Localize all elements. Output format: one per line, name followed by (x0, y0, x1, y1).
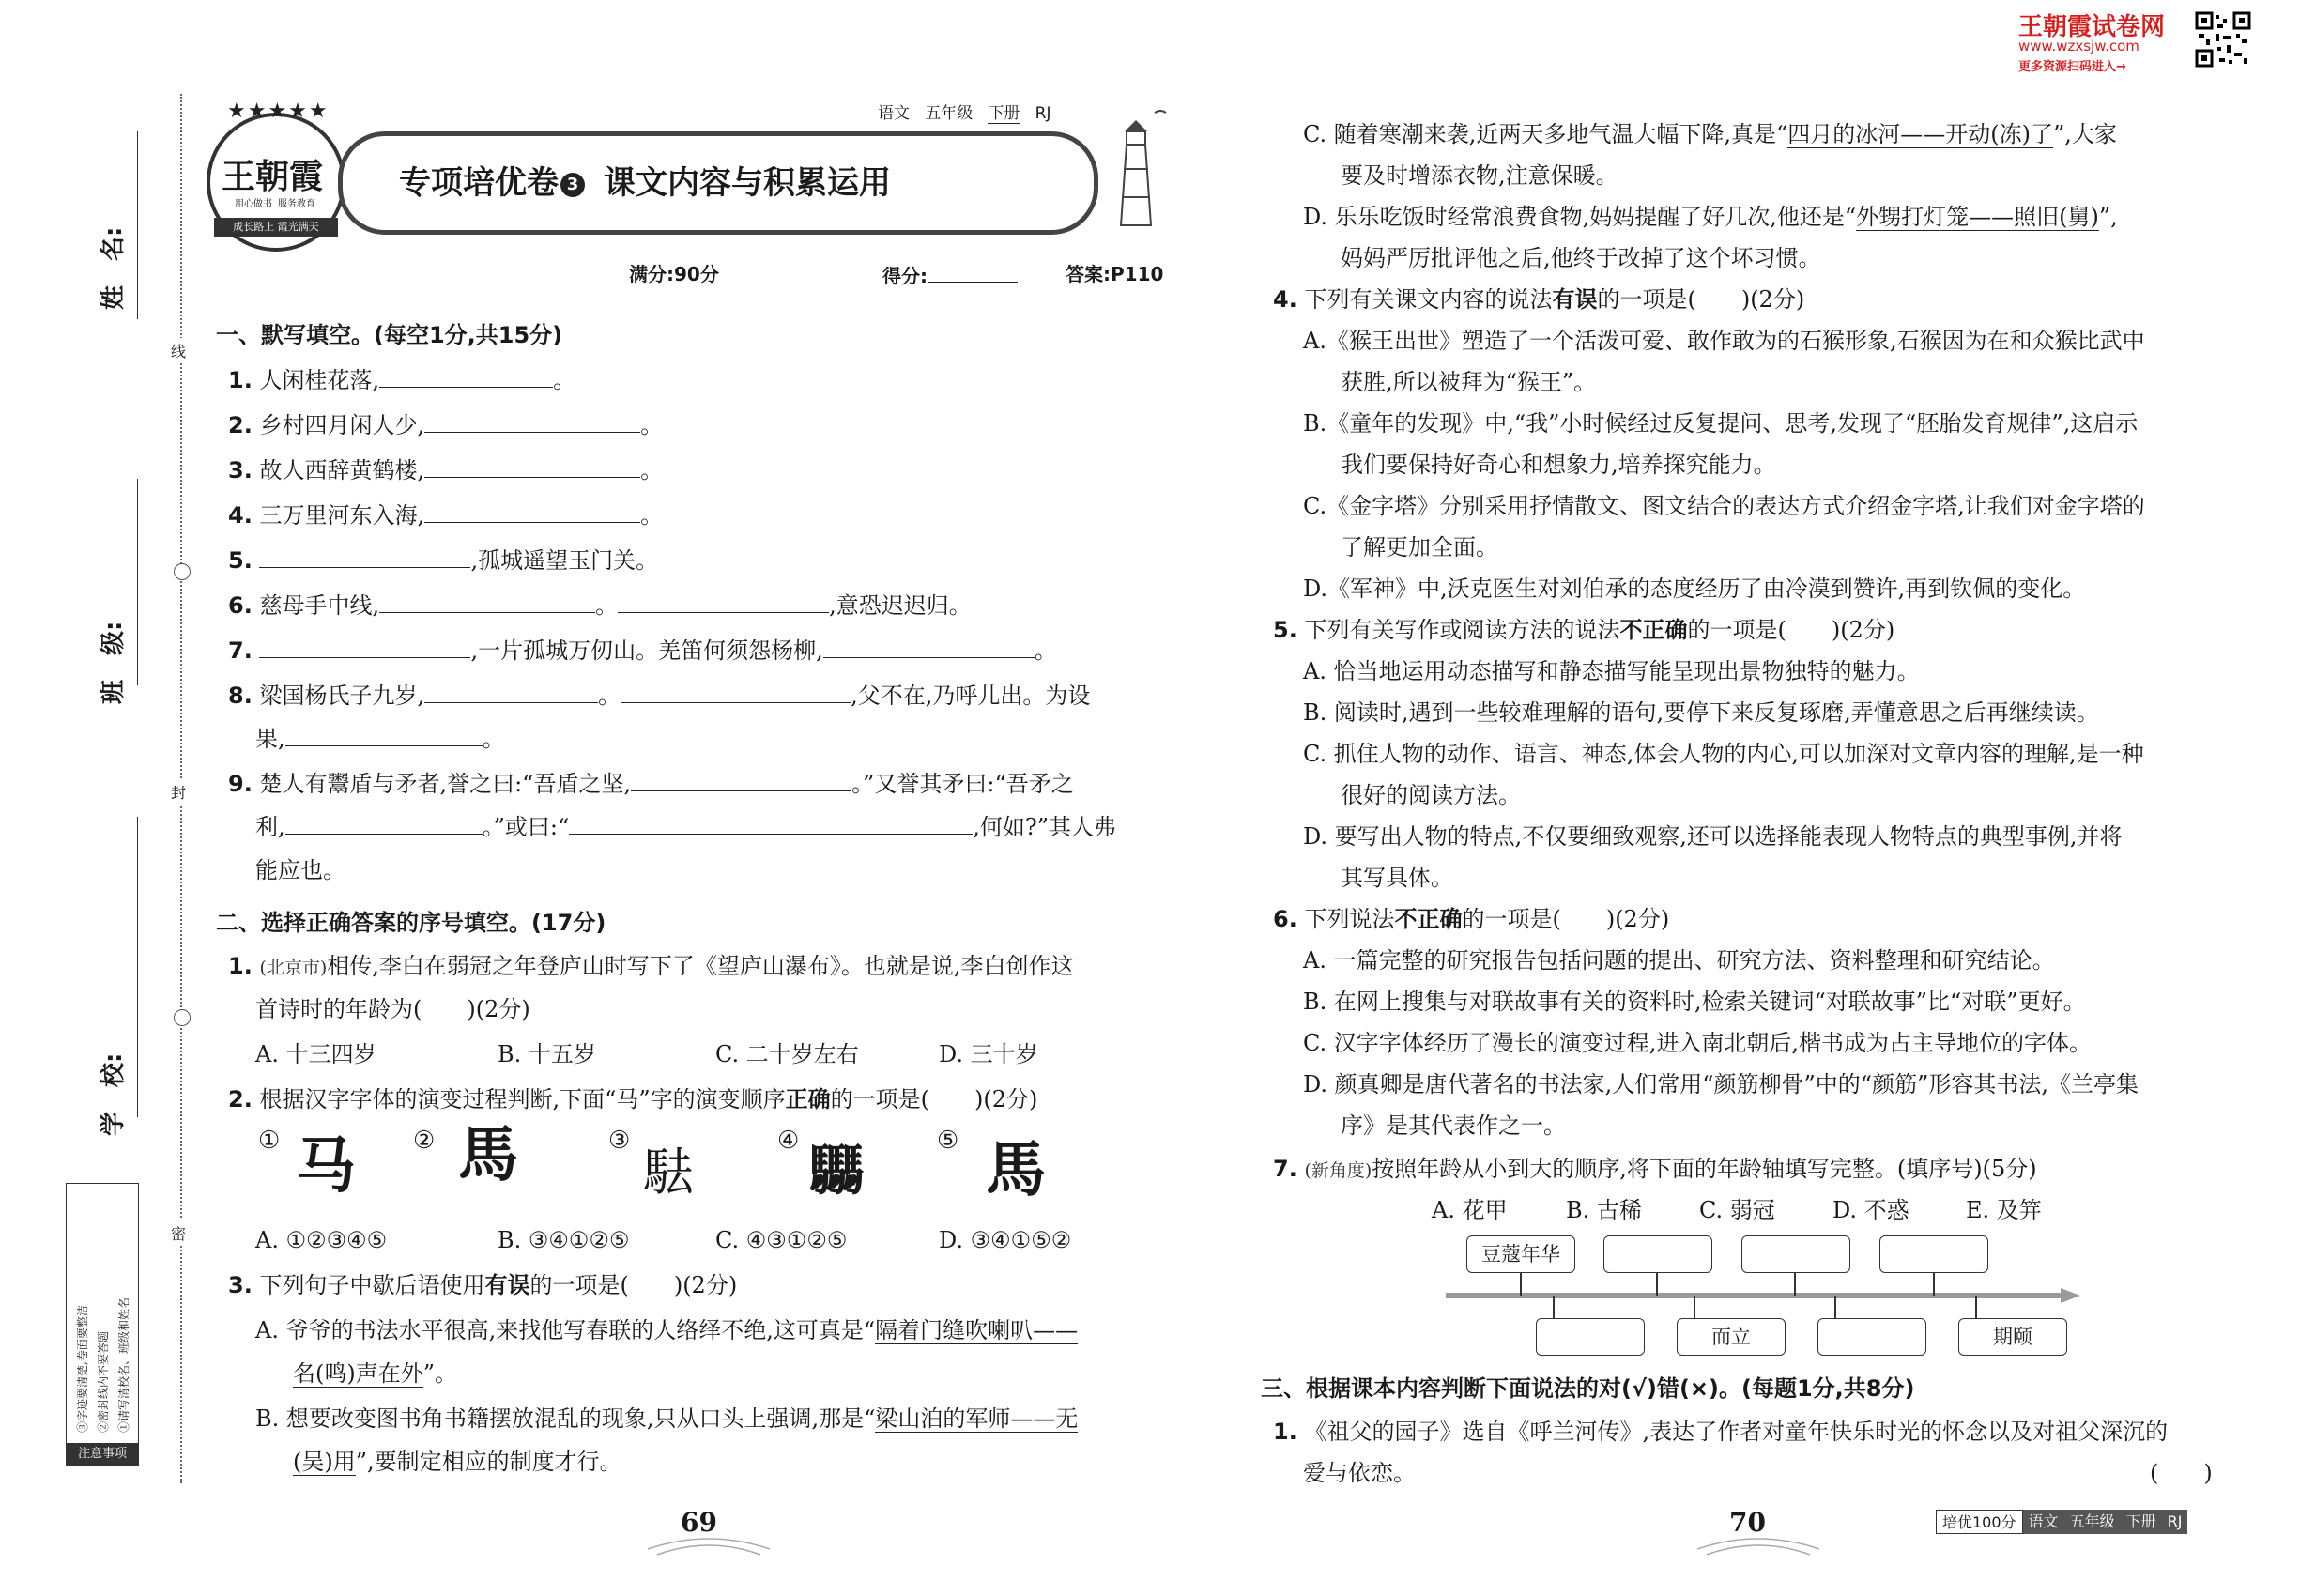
notice-3: ③字迹要清楚,卷面要整洁 (76, 1305, 89, 1433)
score-label: 得分: (882, 265, 928, 287)
s1-item-2 (228, 409, 663, 441)
s2-q5-option-d-cont: 其写具体。 (1341, 865, 1453, 891)
title-main: 课文内容与积累运用 (604, 164, 891, 202)
meta-grade: 五年级 (925, 104, 974, 123)
answer-blank[interactable] (379, 364, 553, 388)
s1-item-7 (228, 635, 1057, 667)
item-number: 6. (228, 592, 253, 619)
question-number: 1. (228, 953, 253, 979)
s2-q6-option-d-cont: 序》是其代表作之一。 (1341, 1113, 1566, 1139)
badge-volume: 下册 (2121, 1510, 2162, 1534)
item-text: 慈母手中线, (259, 592, 380, 619)
answer-blank[interactable] (424, 409, 640, 433)
logo-sub1: 用心做书 (235, 199, 272, 209)
age-box-bottom-2: 而立 (1677, 1318, 1786, 1356)
page-number-left: 69 (681, 1507, 717, 1538)
answer-blank[interactable] (379, 590, 595, 613)
answer-blank[interactable] (569, 811, 973, 835)
option-text: ”,要制定相应的制度才行。 (355, 1449, 622, 1475)
name-line[interactable] (137, 131, 138, 319)
s2-q6-option-a[interactable]: A. 一篇完整的研究报告包括问题的提出、研究方法、资料整理和研究结论。 (1303, 947, 2055, 974)
section-2-title: 二、选择正确答案的序号填空。(17分) (216, 910, 606, 936)
item-number: 2. (228, 412, 253, 438)
title-banner (338, 131, 1098, 235)
s1-item-9-end: 能应也。 (255, 857, 345, 883)
s3-q1-cont: 爱与依恋。 (1303, 1460, 1416, 1486)
question-text: 下列句子中歇后语使用 (259, 1272, 485, 1298)
meta-volume: 下册 (988, 104, 1020, 123)
question-number: 1. (1273, 1419, 1297, 1445)
item-text: 楚人有鬻盾与矛者,誉之曰:“吾盾之坚, (259, 771, 632, 797)
answer-blank[interactable] (823, 635, 1035, 658)
cut-mark-seal: 封 (171, 779, 186, 805)
s2-q2-option-c[interactable]: C. ④③①②⑤ (715, 1227, 848, 1253)
answer-ref: 答案:P110 (1066, 263, 1164, 285)
item-text: 果, (255, 726, 285, 752)
s2-q3-option-c-cont: 要及时增添衣物,注意保暖。 (1341, 162, 1618, 189)
s2-q5-option-c[interactable]: C. 抓住人物的动作、语言、神态,体会人物的内心,可以加深对文章内容的理解,是一种 (1303, 741, 2144, 767)
question-text: 按照年龄从小到大的顺序,将下面的年龄轴填写完整。(填序号)(5分) (1372, 1156, 2037, 1182)
glyph-label-4: ④ (777, 1127, 800, 1155)
s3-q1-answer-paren[interactable]: ( ) (2150, 1460, 2213, 1486)
option-idiom: 名(鸣)声在外 (293, 1360, 423, 1387)
question-number: 3. (228, 1272, 253, 1298)
brand (2018, 8, 2253, 83)
logo-sub2: 服务教育 (278, 199, 315, 209)
s2-q4-option-d[interactable]: D.《军神》中,沃克医生对刘伯承的态度经历了由冷漠到赞许,再到钦佩的变化。 (1303, 575, 2086, 602)
age-box-top-4[interactable] (1879, 1235, 1988, 1273)
score-input[interactable] (928, 259, 1018, 283)
question-text: 的一项是( )(2分) (1597, 286, 1805, 313)
s2-q3-option-d-cont: 妈妈严厉批评他之后,他终于改掉了这个坏习惯。 (1341, 245, 1821, 271)
badge-subject: 语文 (2023, 1510, 2064, 1534)
question-number: 2. (228, 1086, 253, 1113)
age-box-bottom-4: 期颐 (1958, 1318, 2067, 1356)
title-prefix: 专项培优卷 (399, 164, 559, 202)
question-text: 的一项是( )(2分) (1687, 617, 1895, 643)
page-ornament-right-icon (1697, 1530, 1819, 1558)
age-box-bottom-3[interactable] (1817, 1318, 1926, 1356)
s1-item-8 (228, 680, 1090, 712)
section-3-title: 三、根据课本内容判断下面说法的对(√)错(×)。(每题1分,共8分) (1261, 1375, 1915, 1402)
badge-grade: 五年级 (2064, 1510, 2121, 1534)
glyph-4-icon: 𩧢 (809, 1139, 865, 1203)
item-text: 。 (640, 457, 664, 483)
item-number: 5. (228, 547, 253, 574)
answer-blank[interactable] (424, 499, 640, 523)
s2-q1-option-d[interactable]: D. 三十岁 (939, 1041, 1038, 1067)
s2-q4-option-b[interactable]: B.《童年的发现》中,“我”小时候经过反复提问、思考,发现了“胚胎发育规律”,这启示 (1303, 410, 2139, 437)
title-number-badge: 3 (560, 173, 585, 197)
s1-item-5 (228, 545, 658, 576)
glyph-label-3: ③ (608, 1127, 631, 1155)
option-text: ”。 (422, 1360, 458, 1387)
s2-q6-option-d[interactable]: D. 颜真卿是唐代著名的书法家,人们常用“颜筋柳骨”中的“颜筋”形容其书法,《兰亭集 (1303, 1071, 2139, 1097)
s2-q3-option-c[interactable] (1303, 118, 2117, 150)
s2-q1-option-b[interactable]: B. 十五岁 (498, 1041, 596, 1067)
item-text: 。 (553, 367, 576, 393)
name-label: 姓 名: (100, 226, 128, 310)
s2-q4-option-c-cont: 了解更加全面。 (1341, 534, 1498, 560)
footer-badge (1936, 1510, 2187, 1534)
brand-slogan: 更多资源扫码进入→ (2018, 60, 2126, 74)
s2-q2 (228, 1083, 1037, 1115)
s1-item-9 (228, 768, 1074, 800)
logo (207, 100, 345, 252)
s2-q5-option-b[interactable]: B. 阅读时,遇到一些较难理解的语句,要停下来反复琢磨,弄懂意思之后再继续读。 (1303, 699, 2099, 726)
s2-q5-option-c-cont: 很好的阅读方法。 (1341, 782, 1521, 808)
option-idiom: 隔着门缝吹喇叭—— (875, 1317, 1079, 1343)
s1-item-4 (228, 499, 663, 531)
s2-q3 (228, 1269, 737, 1301)
question-text: 《祖父的园子》选自《呼兰河传》,表达了作者对童年快乐时光的怀念以及对祖父深沉的 (1304, 1419, 2169, 1445)
question-number: 5. (1273, 617, 1297, 643)
answer-blank[interactable] (621, 680, 851, 703)
age-option-e: E. 及笄 (1966, 1197, 2042, 1223)
class-label: 班 级: (100, 621, 128, 704)
item-text: 三万里河东入海, (259, 502, 425, 529)
item-text: 人闲桂花落, (259, 367, 380, 393)
answer-blank[interactable] (285, 723, 483, 746)
item-text: 。 (598, 683, 621, 709)
cut-mark-secret: 密 (171, 1220, 186, 1246)
s2-q2-option-d[interactable]: D. ③④①⑤② (939, 1227, 1072, 1253)
item-text: 。”或曰:“ (482, 814, 570, 840)
answer-blank[interactable] (285, 811, 483, 835)
item-text: 。”又誉其矛曰:“吾矛之 (851, 771, 1074, 797)
logo-ribbon: 成长路上 霞光满天 (214, 218, 338, 237)
glyph-label-5: ⑤ (937, 1127, 959, 1155)
s2-q5-option-a[interactable]: A. 恰当地运用动态描写和静态描写能呈现出景物独特的魅力。 (1303, 658, 1920, 684)
badge-series: 培优100分 (1936, 1510, 2023, 1534)
answer-blank[interactable] (424, 454, 640, 478)
glyph-5-icon: 馬 (986, 1135, 1046, 1205)
page-ornament-left-icon (648, 1530, 770, 1558)
question-keyword: 不正确 (1619, 616, 1688, 643)
age-option-a: A. 花甲 (1432, 1197, 1508, 1223)
question-text: 的一项是( )(2分) (1462, 906, 1670, 932)
item-text: 。 (640, 412, 664, 438)
margin-strip (38, 56, 197, 1502)
option-idiom: 梁山泊的军师——无 (875, 1405, 1079, 1432)
option-text: A. 爷爷的书法水平很高,来找他写春联的人络绎不绝,这可真是“ (255, 1317, 876, 1343)
brand-url: www.wzxsjw.com (2018, 38, 2139, 54)
question-text: 根据汉字字体的演变过程判断,下面“马”字的演变顺序 (259, 1086, 786, 1113)
s2-q2-option-b[interactable]: B. ③④①②⑤ (498, 1227, 630, 1253)
age-option-c: C. 弱冠 (1699, 1197, 1775, 1223)
option-idiom: (吴)用 (293, 1449, 356, 1475)
s2-q6-option-c[interactable]: C. 汉字字体经历了漫长的演变过程,进入南北朝后,楷书成为占主导地位的字体。 (1303, 1030, 2093, 1056)
s2-q1-option-a[interactable]: A. 十三四岁 (255, 1041, 376, 1067)
glyph-3-icon: 䮃 (643, 1143, 694, 1202)
s2-q5-option-d[interactable]: D. 要写出人物的特点,不仅要细致观察,还可以选择能表现人物特点的典型事例,并将 (1303, 823, 2123, 850)
title (399, 157, 891, 203)
school-line[interactable] (137, 817, 138, 1117)
notice-1: ①请写清校名、班级和姓名 (117, 1297, 130, 1433)
logo-stars: ★★★★★ (227, 100, 330, 123)
section-1-title: 一、默写填空。(每空1分,共15分) (216, 322, 563, 348)
answer-blank[interactable] (631, 768, 851, 791)
notice-box (66, 1183, 139, 1466)
staple-dot-icon (174, 1009, 191, 1026)
s2-q2-option-a[interactable]: A. ①②③④⑤ (255, 1227, 388, 1253)
s2-q4-option-b-cont: 我们要保持好奇心和想象力,培养探究能力。 (1341, 452, 1776, 478)
notice-title: 注意事项 (67, 1443, 138, 1466)
option-idiom: 外甥打灯笼——照旧(舅) (1856, 204, 2099, 230)
item-number: 9. (228, 771, 253, 797)
s2-q4-option-a[interactable]: A.《猴王出世》塑造了一个活泼可爱、敢作敢为的石猴形象,石猴因为在和众猴比武中 (1303, 328, 2145, 354)
question-text: 的一项是( )(2分) (529, 1272, 738, 1298)
question-tag: (新角度) (1304, 1160, 1372, 1181)
question-text: 下列有关课文内容的说法 (1304, 286, 1553, 313)
item-text: 故人西辞黄鹤楼, (259, 457, 425, 483)
age-option-b: B. 古稀 (1566, 1197, 1642, 1223)
option-idiom: 四月的冰河——开动(冻)了 (1787, 121, 2054, 147)
glyph-label-2: ② (413, 1127, 436, 1155)
age-box-top-1: 豆蔻年华 (1466, 1235, 1575, 1273)
age-box-bottom-1[interactable] (1536, 1318, 1645, 1356)
qr-code-icon[interactable] (2195, 11, 2251, 68)
question-keyword: 有误 (1552, 285, 1598, 313)
page-number-right: 70 (1729, 1507, 1766, 1538)
question-text: 下列有关写作或阅读方法的说法 (1304, 617, 1620, 643)
question-text: 下列说法 (1304, 906, 1395, 932)
s2-q5 (1273, 614, 1894, 646)
age-option-d: D. 不惑 (1832, 1197, 1909, 1223)
brand-name: 王朝霞试卷网 (2018, 13, 2166, 41)
item-text: 梁国杨氏子九岁, (259, 683, 425, 709)
option-text: D. 乐乐吃饭时经常浪费食物,妈妈提醒了好几次,他还是“ (1303, 204, 1857, 230)
s2-q6-option-b[interactable]: B. 在网上搜集与对联故事有关的资料时,检索关键词“对联故事”比“对联”更好。 (1303, 989, 2086, 1015)
item-text: 。 (482, 726, 505, 752)
s2-q6 (1273, 903, 1669, 935)
question-number: 7. (1273, 1156, 1297, 1182)
item-text: 。 (640, 502, 664, 529)
age-box-top-2[interactable] (1603, 1235, 1712, 1273)
question-keyword: 正确 (785, 1085, 831, 1113)
question-text: 的一项是( )(2分) (830, 1086, 1038, 1113)
badge-edition: RJ (2162, 1510, 2188, 1534)
s2-q4-option-c[interactable]: C.《金字塔》分别采用抒情散文、图文结合的表达方式介绍金字塔,让我们对金字塔的 (1303, 493, 2145, 519)
age-box-top-3[interactable] (1741, 1235, 1850, 1273)
glyph-2-icon: 馬 (458, 1120, 518, 1190)
item-number: 8. (228, 683, 253, 709)
staple-dot-icon (174, 563, 191, 580)
score-area (882, 259, 1018, 288)
item-text: ,何如?”其人弗 (973, 814, 1117, 840)
glyph-label-1: ① (258, 1127, 281, 1155)
s3-q1 (1273, 1416, 2168, 1448)
item-text: 。 (595, 592, 619, 619)
item-number: 1. (228, 367, 253, 393)
answer-blank[interactable] (259, 635, 470, 658)
answer-blank[interactable] (424, 680, 598, 703)
item-text: 。 (1034, 637, 1057, 664)
s2-q3-option-a[interactable] (255, 1314, 1078, 1346)
lighthouse-icon (1098, 103, 1173, 235)
option-text: B. 想要改变图书角书籍摆放混乱的现象,只从口头上强调,那是“ (255, 1405, 876, 1432)
item-text: 乡村四月闲人少, (259, 412, 425, 438)
header-meta (878, 100, 1050, 123)
s2-q3-option-d[interactable] (1303, 201, 2118, 233)
notice-2: ②密封线内不要答题 (97, 1330, 110, 1433)
question-keyword: 不正确 (1394, 905, 1463, 932)
cut-mark-line: 线 (171, 338, 186, 363)
s1-item-8-cont (255, 723, 505, 755)
logo-text: 王朝霞 (222, 157, 324, 196)
s2-q4 (1273, 284, 1804, 315)
option-text: ”, (2098, 204, 2118, 230)
question-number: 6. (1273, 906, 1297, 932)
header (197, 94, 1192, 287)
item-text: ,意恐迟迟归。 (829, 592, 972, 619)
answer-blank[interactable] (259, 545, 470, 568)
s1-item-9-cont (255, 811, 1116, 843)
meta-subject: 语文 (878, 104, 910, 123)
school-label: 学 校: (100, 1052, 128, 1136)
s2-q3-option-a-cont (293, 1358, 457, 1389)
item-number: 7. (228, 637, 253, 664)
option-text: C. 随着寒潮来袭,近两天多地气温大幅下降,真是“ (1303, 121, 1788, 147)
option-text: ”,大家 (2053, 121, 2117, 147)
question-number: 4. (1273, 286, 1297, 313)
s1-item-6 (228, 590, 972, 622)
item-text: ,父不在,乃呼儿出。为设 (851, 683, 1091, 709)
score-full: 满分:90分 (629, 263, 719, 285)
meta-edition: RJ (1035, 104, 1051, 123)
glyph-1-icon: 马 (296, 1131, 356, 1202)
item-text: 利, (255, 814, 285, 840)
s2-q3-option-b[interactable] (255, 1403, 1078, 1435)
item-number: 3. (228, 457, 253, 483)
s2-q3-option-b-cont (293, 1446, 622, 1478)
s2-q1 (228, 950, 1074, 984)
item-text: ,一片孤城万仞山。羌笛何须怨杨柳, (470, 637, 823, 664)
answer-blank[interactable] (618, 590, 829, 613)
s2-q1-line2[interactable]: 首诗时的年龄为( )(2分) (255, 996, 530, 1022)
item-text: ,孤城遥望玉门关。 (470, 547, 659, 574)
question-keyword: 有误 (484, 1271, 530, 1298)
s2-q4-option-a-cont: 获胜,所以被拜为“猴王”。 (1341, 369, 1597, 395)
question-text: 相传,李白在弱冠之年登庐山时写下了《望庐山瀑布》。也就是说,李白创作这 (327, 953, 1074, 979)
class-line[interactable] (137, 479, 138, 685)
question-tag: (北京市) (259, 958, 328, 978)
s1-item-3 (228, 454, 663, 486)
s2-q1-option-c[interactable]: C. 二十岁左右 (715, 1041, 859, 1067)
s2-q7 (1273, 1153, 2037, 1187)
s1-item-1 (228, 364, 575, 396)
item-number: 4. (228, 502, 253, 529)
